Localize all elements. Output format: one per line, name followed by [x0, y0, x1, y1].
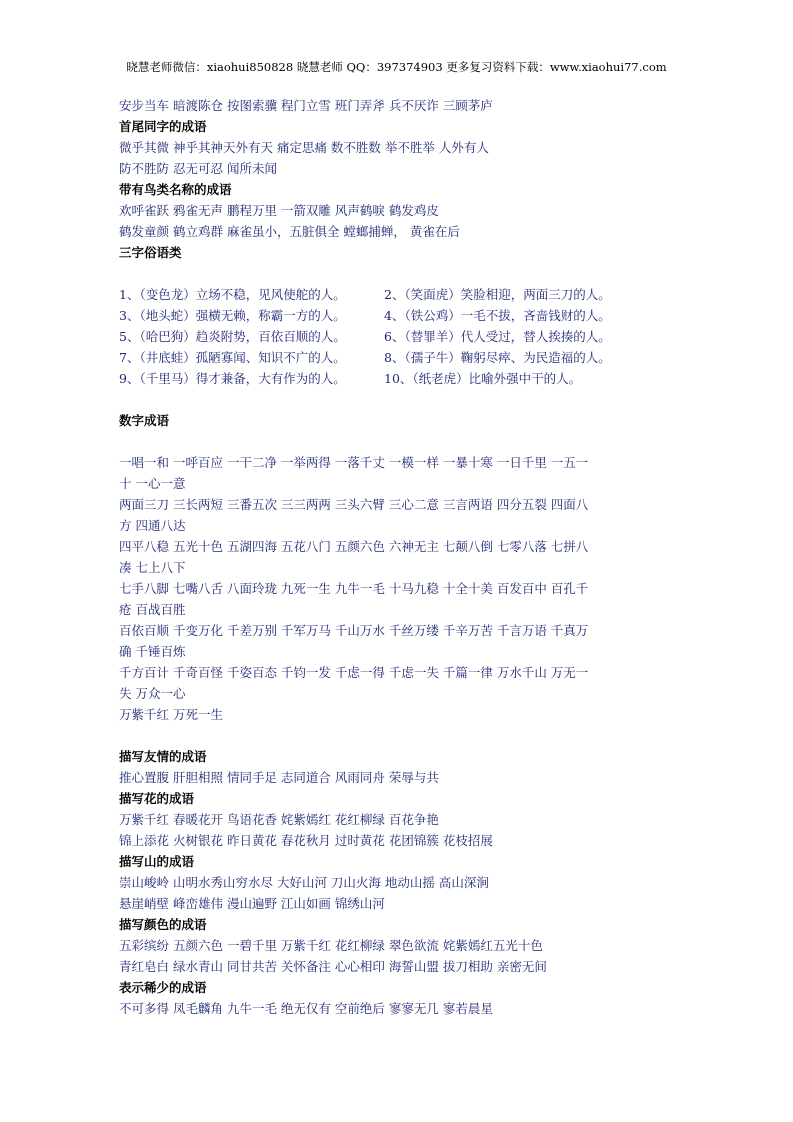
- section-title-birds: 带有鸟类名称的成语: [119, 182, 232, 197]
- idiom-line: 一唱一和 一呼百应 一干二净 一举两得 一落千丈 一模一样 一暴十寒 一日千里 一五一: [119, 455, 589, 470]
- idiom-line: 四平八稳 五光十色 五湖四海 五花八门 五颜六色 六神无主 七颠八倒 七零八落 七拼八: [119, 539, 589, 554]
- idiom-line: 十 一心一意: [119, 476, 186, 491]
- idiom-line: 鹤发童颜 鹤立鸡群 麻雀虽小，五脏俱全 螳螂捕蝉， 黄雀在后: [119, 224, 460, 239]
- idiom-line: 微乎其微 神乎其神天外有天 痛定思痛 数不胜数 举不胜举 人外有人: [119, 140, 489, 155]
- list-item: 10、（纸老虎）比喻外强中干的人。: [384, 371, 582, 386]
- idiom-line: 不可多得 凤毛麟角 九牛一毛 绝无仅有 空前绝后 寥寥无几 寥若晨星: [119, 1001, 493, 1016]
- idiom-line: 推心置腹 肝胆相照 情同手足 志同道合 风雨同舟 荣辱与共: [119, 770, 439, 785]
- section-title-flowers: 描写花的成语: [119, 791, 195, 806]
- idiom-line: 崇山峻岭 山明水秀山穷水尽 大好山河 刀山火海 地动山摇 高山深涧: [119, 875, 489, 890]
- section-title-same-char: 首尾同字的成语: [119, 119, 207, 134]
- section-title-mountains: 描写山的成语: [119, 854, 195, 869]
- list-item: 3、（地头蛇）强横无赖，称霸一方的人。: [119, 308, 346, 323]
- list-item: 2、（笑面虎）笑脸相迎，两面三刀的人。: [384, 287, 611, 302]
- three-char-list: [119, 284, 679, 389]
- idiom-line: 确 千锤百炼: [119, 644, 186, 659]
- idiom-line: 青红皂白 绿水青山 同甘共苦 关怀备注 心心相印 海誓山盟 拔刀相助 亲密无间: [119, 959, 547, 974]
- idiom-line: 防不胜防 忍无可忍 闻所未闻: [119, 161, 277, 176]
- idiom-line: 锦上添花 火树银花 昨日黄花 春花秋月 过时黄花 花团锦簇 花枝招展: [119, 833, 493, 848]
- idiom-line: 欢呼雀跃 鸦雀无声 鹏程万里 一箭双雕 风声鹤唳 鹤发鸡皮: [119, 203, 439, 218]
- section-title-rare: 表示稀少的成语: [119, 980, 207, 995]
- idiom-line: 百依百顺 千变万化 千差万别 千军万马 千山万水 千丝万缕 千辛万苦 千言万语 千真万: [119, 623, 589, 638]
- list-item: 5、（哈巴狗）趋炎附势，百依百顺的人。: [119, 329, 346, 344]
- idiom-line: 疮 百战百胜: [119, 602, 186, 617]
- list-item: 4、（铁公鸡）一毛不拔，吝啬钱财的人。: [384, 308, 611, 323]
- idiom-line: 两面三刀 三长两短 三番五次 三三两两 三头六臂 三心二意 三言两语 四分五裂 四面八: [119, 497, 589, 512]
- list-item: 6、（替罪羊）代人受过，替人挨揍的人。: [384, 329, 611, 344]
- idiom-line: 万紫千红 万死一生: [119, 707, 223, 722]
- idiom-line: 方 四通八达: [119, 518, 186, 533]
- idiom-line: 五彩缤纷 五颜六色 一碧千里 万紫千红 花红柳绿 翠色欲流 姹紫嫣红五光十色: [119, 938, 543, 953]
- idiom-line: 千方百计 千奇百怪 千姿百态 千钧一发 千虑一得 千虑一失 千篇一律 万水千山 万无一: [119, 665, 589, 680]
- section-title-friendship: 描写友情的成语: [119, 749, 207, 764]
- section-title-three-char: 三字俗语类: [119, 245, 182, 260]
- section-title-numbers: 数字成语: [119, 413, 170, 428]
- idiom-line: 失 万众一心: [119, 686, 186, 701]
- document-body: [119, 95, 679, 1019]
- list-item: 1、（变色龙）立场不稳，见风使舵的人。: [119, 287, 346, 302]
- idiom-line: 万紫千红 春暖花开 鸟语花香 姹紫嫣红 花红柳绿 百花争艳: [119, 812, 439, 827]
- idiom-line: 七手八脚 七嘴八舌 八面玲珑 九死一生 九牛一毛 十马九稳 十全十美 百发百中 百孔千: [119, 581, 589, 596]
- page-header: 晓慧老师微信：xiaohui850828 晓慧老师 QQ：397374903 更多复习资料下载：www.xiaohui77.com: [126, 60, 667, 74]
- list-item: 8、（孺子牛）鞠躬尽瘁、为民造福的人。: [384, 350, 611, 365]
- list-item: 9、（千里马）得才兼备，大有作为的人。: [119, 371, 346, 386]
- list-item: 7、（井底蛙）孤陋寡闻、知识不广的人。: [119, 350, 346, 365]
- idiom-line: 凑 七上八下: [119, 560, 186, 575]
- idiom-line: 安步当车 暗渡陈仓 按图索骥 程门立雪 班门弄斧 兵不厌诈 三顾茅庐: [119, 98, 493, 113]
- idiom-line: 悬崖峭壁 峰峦雄伟 漫山遍野 江山如画 锦绣山河: [119, 896, 385, 911]
- section-title-colors: 描写颜色的成语: [119, 917, 207, 932]
